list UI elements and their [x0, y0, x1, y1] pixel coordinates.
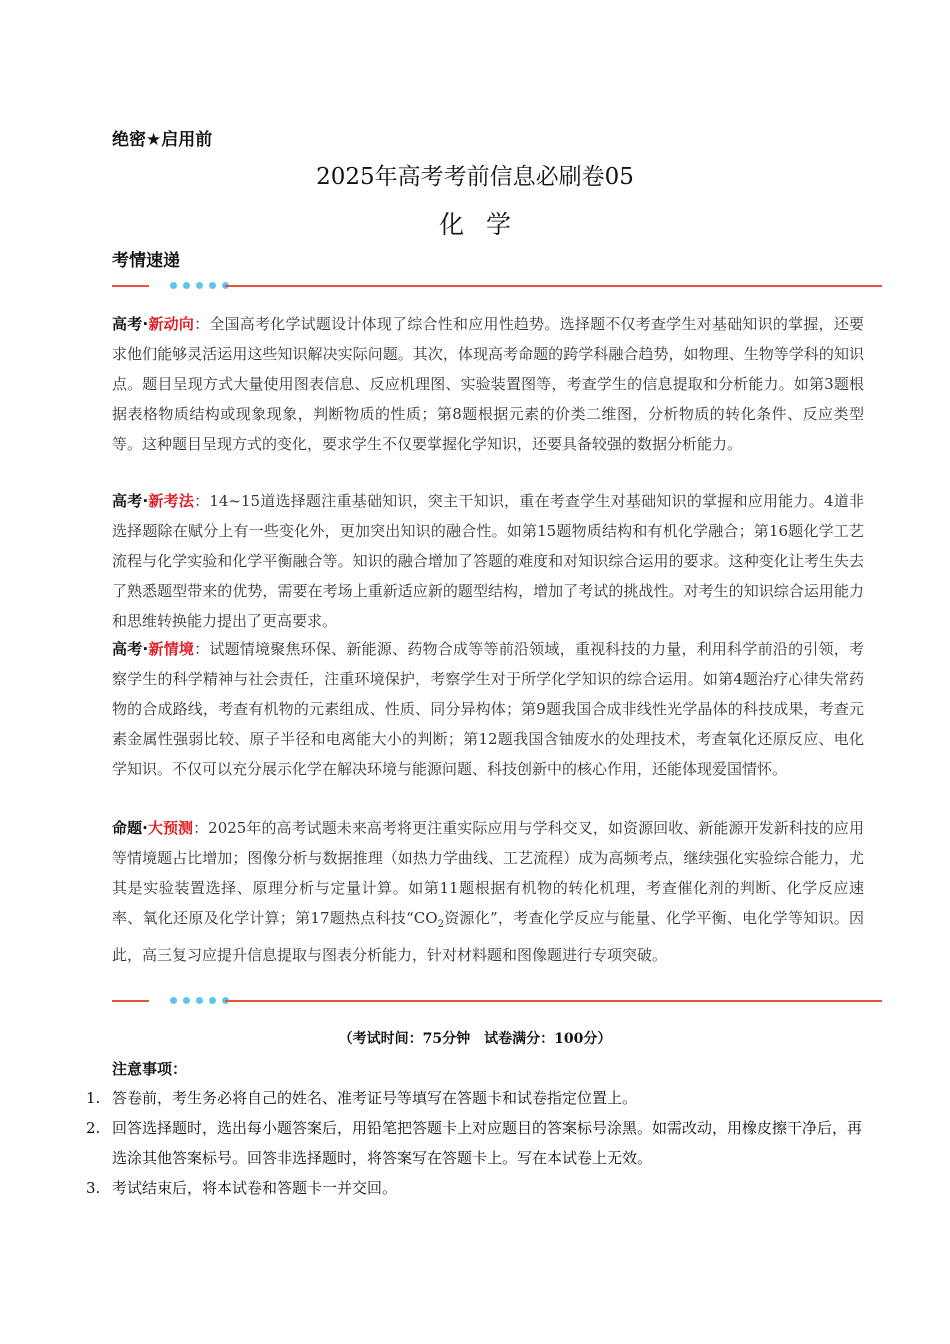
divider-line: [225, 285, 882, 287]
notice-text: 答卷前，考生务必将自己的姓名、准考证号等填写在答题卡和试卷指定位置上。: [112, 1089, 638, 1107]
notice-number: 1.: [86, 1089, 101, 1107]
confidential-mark: 绝密★启用前: [112, 130, 213, 150]
tag-label: 高考·: [112, 315, 149, 333]
tag-highlight: 新情境: [148, 640, 195, 658]
divider-top: [112, 279, 882, 293]
exam-info: （考试时间：75分钟 试卷满分：100分）: [338, 1031, 612, 1047]
paragraph-text: ：14~15道选择题注重基础知识，突主干知识，重在考查学生对基础知识的掌握和应用能力。4道非选择题除在赋分上有一些变化外，更加突出知识的融合性。如第15题物质结构和有机化学融合；第16题化学工艺流程与化学实验和化学平衡融合等。知识的融合增加了答题的难度和对知识综合运用的要求。这种变化让考生失去了熟悉题型带来的优势，需要在考场上重新适应新的题型结构，增加了考试的挑战性。对考生的知识综合运用能力和思维转换能力提出了更高要求。: [112, 492, 864, 630]
divider-bottom: [112, 994, 882, 1008]
subject-title: 化学: [438, 210, 533, 239]
dot-icon: [170, 282, 177, 289]
subscript: 2: [437, 919, 444, 930]
tag-highlight: 新考法: [148, 492, 195, 510]
paragraph-new-context: [112, 634, 864, 784]
section-heading: 考情速递: [112, 251, 180, 271]
dot-icon: [209, 997, 216, 1004]
notice-heading: 注意事项：: [112, 1060, 188, 1078]
page-title: 2025年高考考前信息必刷卷05: [316, 164, 634, 190]
tag-highlight: 新动向: [148, 315, 195, 333]
notice-text: 回答选择题时，选出每小题答案后，用铅笔把答题卡上对应题目的答案标号涂黑。如需改动，用橡皮擦干净后，再选涂其他答案标号。回答非选择题时，将答案写在答题卡上。写在本试卷上无效。: [112, 1119, 863, 1167]
tag-label: 命题·: [112, 819, 148, 837]
tag-highlight: 大预测: [147, 819, 194, 837]
paragraph-text: 资源化”，考查化学反应与能量、化学平衡、电化学等知识。因此，高三复习应提升信息提取与图表分析能力，针对材料题和图像题进行专项突破。: [112, 909, 864, 964]
dot-icon: [196, 997, 203, 1004]
divider-dots: [170, 997, 229, 1004]
paragraph-new-trend: [112, 309, 864, 459]
tag-label: 高考·: [112, 492, 149, 510]
paragraph-text: ：全国高考化学试题设计体现了综合性和应用性趋势。选择题不仅考查学生对基础知识的掌握，还要求他们能够灵活运用这些知识解决实际问题。其次，体现高考命题的跨学科融合趋势，如物理、生物等学科的知识点。题目呈现方式大量使用图表信息、反应机理图、实验装置图等，考查学生的信息提取和分析能力。如第3题根据表格物质结构或现象现象，判断物质的性质；第8题根据元素的价类二维图，分析物质的转化条件、反应类型等。这种题目呈现方式的变化，要求学生不仅要掌握化学知识，还要具备较强的数据分析能力。: [112, 315, 864, 453]
paragraph-text: ：2025年的高考试题未来高考将更注重实际应用与学科交叉，如资源回收、新能源开发新科技的应用等情境题占比增加；图像分析与数据推理（如热力学曲线、工艺流程）成为高频考点，继续强化实验综合能力，尤其是实验装置选择、原理分析与定量计算。如第11题根据有机物的转化机理，考查催化剂的判断、化学反应速率、氧化还原及化学计算；第17题热点科技“CO: [112, 819, 864, 927]
notice-number: 3.: [86, 1179, 101, 1197]
notice-item: [86, 1173, 866, 1203]
notice-number: 2.: [86, 1119, 101, 1137]
notice-item: [86, 1083, 866, 1113]
paragraph-prediction: [112, 813, 864, 970]
tag-label: 高考·: [112, 640, 149, 658]
dot-icon: [170, 997, 177, 1004]
dot-icon: [209, 282, 216, 289]
divider-dots: [170, 282, 229, 289]
notice-item: [86, 1113, 866, 1173]
divider-line: [112, 1000, 149, 1002]
dot-icon: [183, 997, 190, 1004]
divider-line: [225, 1000, 882, 1002]
notice-text: 考试结束后，将本试卷和答题卡一并交回。: [112, 1179, 398, 1197]
paragraph-text: ：试题情境聚焦环保、新能源、药物合成等等前沿领域，重视科技的力量，利用科学前沿的引领，考察学生的科学精神与社会责任，注重环境保护，考察学生对于所学化学知识的综合运用。如第4题治疗心律失常药物的合成路线，考查有机物的元素组成、性质、同分异构体；第9题我国合成非线性光学晶体的科技成果，考查元素金属性强弱比较、原子半径和电离能大小的判断；第12题我国含铀废水的处理技术，考查氧化还原反应、电化学知识。不仅可以充分展示化学在解决环境与能源问题、科技创新中的核心作用，还能体现爱国情怀。: [112, 640, 864, 778]
dot-icon: [196, 282, 203, 289]
dot-icon: [183, 282, 190, 289]
paragraph-new-method: [112, 486, 864, 636]
divider-line: [112, 285, 149, 287]
